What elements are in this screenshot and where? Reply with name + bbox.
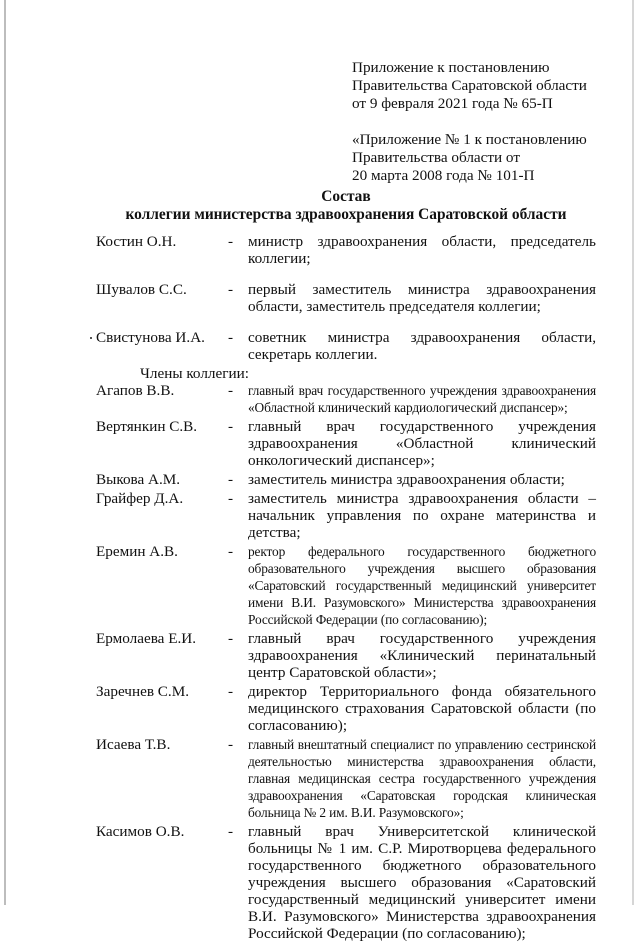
members-label: Члены коллегии:	[140, 365, 249, 382]
person-position: директор Территориального фонда обязательного медицинского страхования Саратовской области (по согласованию);	[248, 683, 596, 734]
person-name: Исаева Т.В.	[96, 736, 171, 753]
dash-separator: -	[228, 823, 234, 840]
person-position: заместитель министра здравоохранения области;	[248, 471, 565, 488]
appendix-line: Правительства Саратовской области	[352, 77, 587, 95]
person-position: главный врач государственного учреждения здравоохранения «Областной клинический онкологический диспансер»;	[248, 418, 596, 469]
person-name: Заречнев С.М.	[96, 683, 190, 700]
person-row	[96, 329, 596, 363]
person-name: Агапов В.В.	[96, 382, 175, 399]
person-position: первый заместитель министра здравоохранения области, заместитель председателя коллегии;	[248, 281, 596, 315]
appendix-note-original	[352, 131, 612, 186]
appendix-note-current	[352, 59, 612, 114]
dash-separator: -	[228, 382, 234, 399]
dash-separator: -	[228, 490, 234, 507]
person-position: заместитель министра здравоохранения области – начальник управления по охране материнства и детства;	[248, 490, 596, 541]
person-name: Выкова А.М.	[96, 471, 181, 488]
person-name: Шувалов С.С.	[96, 281, 187, 298]
dash-separator: -	[228, 233, 234, 250]
person-position: главный внештатный специалист по управлению сестринской деятельностью министерства здравоохранения области, главная медицинская сестра государственного учреждения здравоохранения «Саратовская городская клиническая больница № 2 им. В.И. Разумовского»;	[248, 737, 596, 820]
person-name: Еремин А.В.	[96, 543, 178, 560]
scan-edge-left	[4, 0, 6, 905]
person-row	[96, 630, 596, 681]
dash-separator: -	[228, 736, 234, 753]
person-row	[96, 543, 596, 628]
dash-separator: -	[228, 543, 234, 560]
person-row	[96, 418, 596, 469]
person-row	[96, 490, 596, 541]
collegium-composition	[96, 233, 596, 942]
person-name: Костин О.Н.	[96, 233, 177, 250]
person-position: советник министра здравоохранения области, секретарь коллегии.	[248, 329, 596, 363]
title-line-2: коллегии министерства здравоохранения Саратовской области	[125, 206, 567, 223]
person-row	[96, 281, 596, 315]
dash-separator: -	[228, 418, 234, 435]
person-name: Вертянкин С.В.	[96, 418, 198, 435]
person-position: ректор федерального государственного бюджетного образовательного учреждения высшего образования «Саратовский государственный медицинский университет имени В.И. Разумовского» Министерства здравоохранения Российской Федерации (по согласованию);	[248, 544, 596, 627]
person-name: Ермолаева Е.И.	[96, 630, 197, 647]
person-row	[96, 736, 596, 821]
scan-edge-right	[632, 0, 634, 905]
dash-separator: -	[228, 471, 234, 488]
person-position: главный врач Университетской клинической больницы № 1 им. С.Р. Миротворцева федерального государственного бюджетного образовательного учреждения высшего образования «Саратовский государственный медицинский университет имени В.И. Разумовского» Министерства здравоохранения Российской Федерации (по согласованию);	[248, 823, 596, 942]
person-row	[96, 382, 596, 416]
appendix-line: Приложение к постановлению	[352, 59, 550, 76]
appendix-line: «Приложение № 1 к постановлению	[352, 130, 587, 148]
title-line-1: Состав	[321, 188, 371, 205]
appendix-line: от 9 февраля 2021 года № 65-П	[352, 95, 553, 113]
document-title	[0, 188, 640, 224]
appendix-line: Правительства области от	[352, 148, 520, 166]
person-name: Свистунова И.А.	[96, 329, 205, 346]
person-position: главный врач государственного учреждения здравоохранения «Клинический перинатальный центр Саратовской области»;	[248, 630, 596, 681]
person-row	[96, 683, 596, 734]
person-row	[96, 471, 596, 488]
dash-separator: -	[228, 329, 234, 346]
appendix-note	[352, 59, 612, 202]
person-position: министр здравоохранения области, председатель коллегии;	[248, 233, 596, 267]
person-name: Грайфер Д.А.	[96, 490, 184, 507]
person-name: Касимов О.В.	[96, 823, 185, 840]
person-position: главный врач государственного учреждения здравоохранения «Областной клинический кардиологический диспансер»;	[248, 383, 596, 415]
dash-separator: -	[228, 281, 234, 298]
dash-separator: -	[228, 630, 234, 647]
person-row	[96, 823, 596, 942]
dash-separator: -	[228, 683, 234, 700]
person-row	[96, 233, 596, 267]
appendix-line: 20 марта 2008 года № 101-П	[352, 167, 535, 185]
scan-speck	[90, 337, 92, 339]
